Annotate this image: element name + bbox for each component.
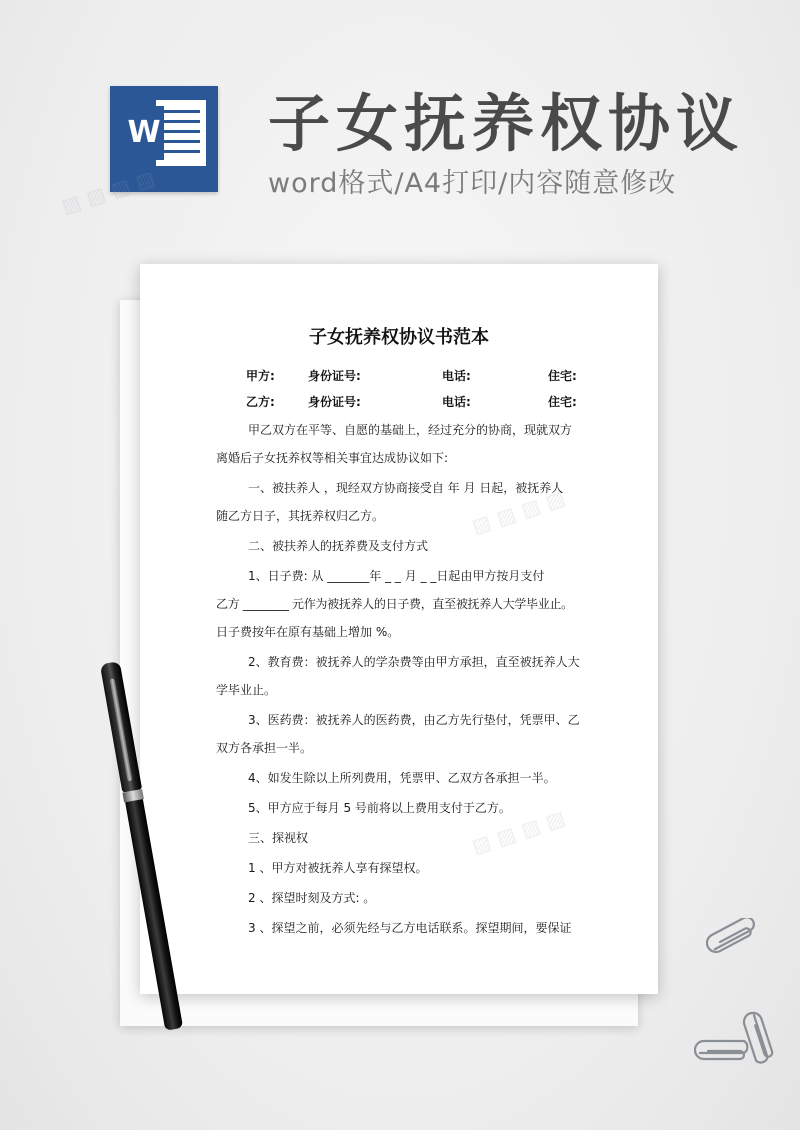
paragraph-line: 日子费按年在原有基础上增加 %。 [216, 625, 400, 639]
paragraph-line: 5、甲方应于每月 5 号前将以上费用支付于乙方。 [248, 801, 511, 815]
paragraph-line: 2 、探望时刻及方式: 。 [248, 891, 376, 905]
party-b-phone-label: 电话: [442, 395, 471, 409]
paragraph-line: 随乙方日子，其抚养权归乙方。 [216, 509, 385, 523]
party-a-row [140, 366, 658, 386]
section-heading: 三、探视权 [248, 831, 309, 845]
page-title: 子女抚养权协议 [268, 87, 745, 160]
document-title: 子女抚养权协议书范本 [309, 327, 489, 348]
paragraph-line: 离婚后子女抚养权等相关事宜达成协议如下: [216, 451, 449, 465]
party-b-id-label: 身份证号: [308, 395, 361, 409]
paragraph-line: 4、如发生除以上所列费用，凭票甲、乙双方各承担一半。 [248, 771, 556, 785]
paragraph-line: 1 、甲方对被抚养人享有探望权。 [248, 861, 428, 875]
section-heading: 二、被扶养人的抚养费及支付方式 [248, 539, 429, 553]
paragraph-line: 1、日子费: 从 _______年 _ _ 月 _ _日起由甲方按月支付 [248, 569, 545, 583]
paperclip-icon [706, 918, 766, 958]
party-b-address-label: 住宅: [548, 395, 577, 409]
party-b-label: 乙方: [246, 395, 275, 409]
word-logo-icon [110, 86, 218, 192]
party-a-address-label: 住宅: [548, 369, 577, 383]
party-a-phone-label: 电话: [442, 369, 471, 383]
document-page [140, 264, 658, 994]
page-subtitle: word格式/A4打印/内容随意修改 [268, 168, 677, 199]
watermark-icon: ▨ ▨ ▨ ▨ [58, 165, 158, 219]
paperclip-icon [742, 1008, 782, 1072]
document-body [216, 416, 594, 942]
paragraph-line: 双方各承担一半。 [216, 741, 313, 755]
word-letter: W [124, 106, 164, 160]
party-a-label: 甲方: [246, 369, 275, 383]
paragraph-line: 乙方 ________ 元作为被抚养人的日子费，直至被抚养人大学毕业止。 [216, 597, 573, 611]
paragraph-line: 一、被扶养人 ，现经双方协商接受自 年 月 日起，被抚养人 [248, 481, 564, 495]
paragraph-line: 甲乙双方在平等、自愿的基础上，经过充分的协商，现就双方 [248, 423, 573, 437]
paragraph-line: 3 、探望之前，必须先经与乙方电话联系。探望期间，要保证 [248, 921, 572, 935]
paragraph-line: 3、医药费：被抚养人的医药费，由乙方先行垫付，凭票甲、乙 [248, 713, 580, 727]
paragraph-line: 学毕业止。 [216, 683, 277, 697]
party-b-row [140, 392, 658, 412]
party-a-id-label: 身份证号: [308, 369, 361, 383]
paragraph-line: 2、教育费：被抚养人的学杂费等由甲方承担，直至被抚养人大 [248, 655, 580, 669]
